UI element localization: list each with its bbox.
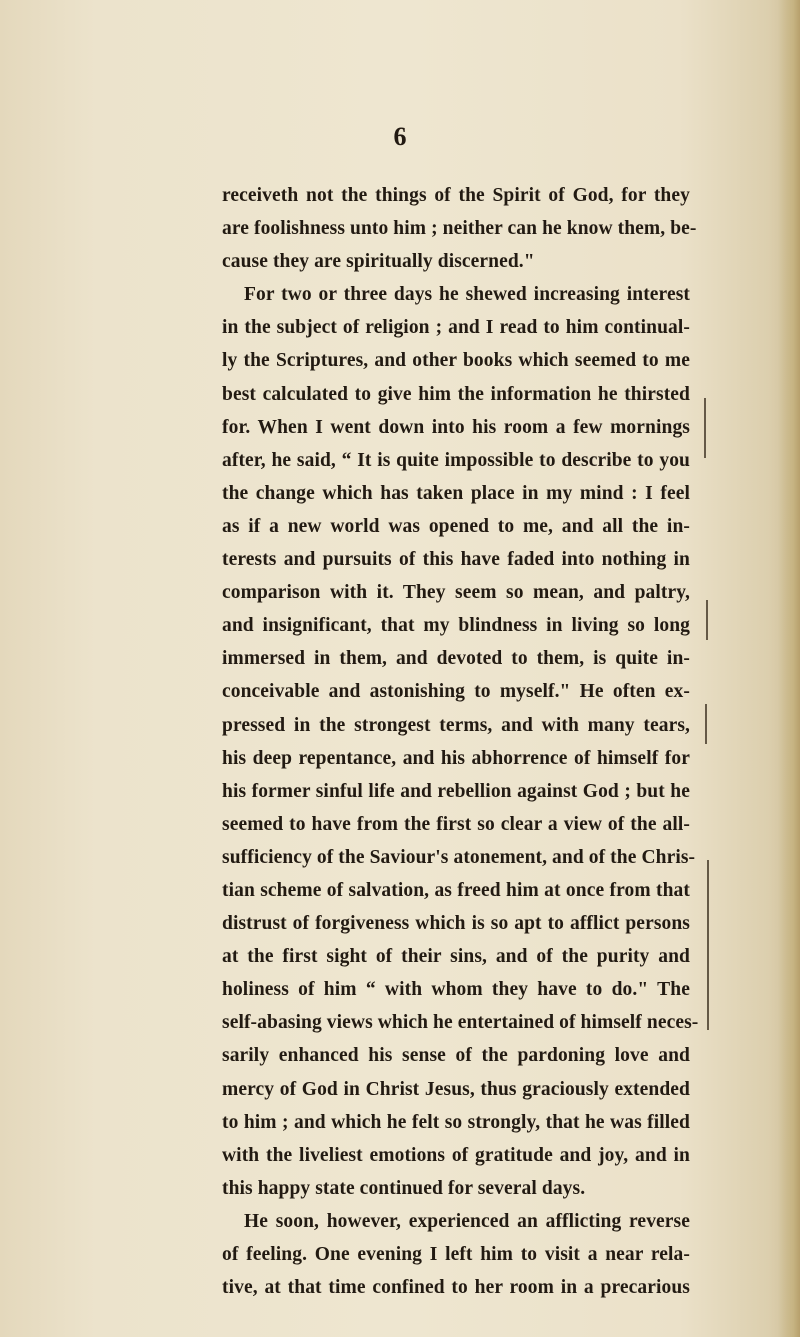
text-line: sarily enhanced his sense of the pardoning love and xyxy=(222,1045,690,1067)
text-line: tian scheme of salvation, as freed him at once from that xyxy=(222,879,690,901)
text-line: distrust of forgiveness which is so apt to afflict persons xyxy=(222,913,690,935)
margin-line xyxy=(705,704,707,744)
text-line: his deep repentance, and his abhorrence of himself for xyxy=(222,747,690,769)
text-line: at the first sight of their sins, and of the purity and xyxy=(222,946,690,968)
text-line: to him ; and which he felt so strongly, that he was filled xyxy=(222,1111,690,1133)
text-line: sufficiency of the Saviour's atonement, and of the Chris- xyxy=(222,846,696,868)
margin-line xyxy=(704,398,706,458)
margin-line xyxy=(706,600,708,640)
text-line: comparison with it. They seem so mean, and paltry, xyxy=(222,582,690,604)
text-line: For two or three days he shewed increasing interest xyxy=(244,284,690,306)
text-line: his former sinful life and rebellion against God ; but he xyxy=(222,780,690,802)
text-line: terests and pursuits of this have faded into nothing in xyxy=(222,549,690,571)
text-line: holiness of him “ with whom they have to do." The xyxy=(222,979,690,1001)
text-line: pressed in the strongest terms, and with many tears, xyxy=(222,714,690,736)
text-line: for. When I went down into his room a few mornings xyxy=(222,416,690,438)
text-line: tive, at that time confined to her room in a precarious xyxy=(222,1277,690,1299)
body-text xyxy=(222,179,699,1304)
text-line: immersed in them, and devoted to them, is quite in- xyxy=(222,648,690,670)
text-line: this happy state continued for several days. xyxy=(222,1177,586,1199)
text-line: ly the Scriptures, and other books which seemed to me xyxy=(222,350,690,372)
text-line: after, he said, “ It is quite impossible to describe to you xyxy=(222,449,690,471)
text-line: best calculated to give him the information he thirsted xyxy=(222,383,690,405)
text-line: cause they are spiritually discerned." xyxy=(222,251,535,273)
text-line: the change which has taken place in my mind : I feel xyxy=(222,482,690,504)
margin-line xyxy=(707,860,709,1030)
text-line: are foolishness unto him ; neither can he know them, be- xyxy=(222,218,697,240)
text-line: and insignificant, that my blindness in living so long xyxy=(222,615,690,637)
text-line: of feeling. One evening I left him to visit a near rela- xyxy=(222,1244,690,1265)
text-line: as if a new world was opened to me, and all the in- xyxy=(222,515,690,537)
text-line: in the subject of religion ; and I read to him continual- xyxy=(222,317,690,339)
text-line: conceivable and astonishing to myself." He often ex- xyxy=(222,681,690,703)
text-line: mercy of God in Christ Jesus, thus graciously extended xyxy=(222,1078,690,1100)
page-number: 6 xyxy=(393,122,407,151)
text-line: receiveth not the things of the Spirit of God, for they xyxy=(222,185,690,206)
text-line: He soon, however, experienced an afflicting reverse xyxy=(244,1210,690,1232)
text-line: self-abasing views which he entertained of himself neces- xyxy=(222,1012,699,1034)
page-edge-shadow xyxy=(778,0,800,1337)
text-line: seemed to have from the first so clear a view of the all- xyxy=(222,813,690,835)
text-line: with the liveliest emotions of gratitude and joy, and in xyxy=(222,1144,690,1166)
